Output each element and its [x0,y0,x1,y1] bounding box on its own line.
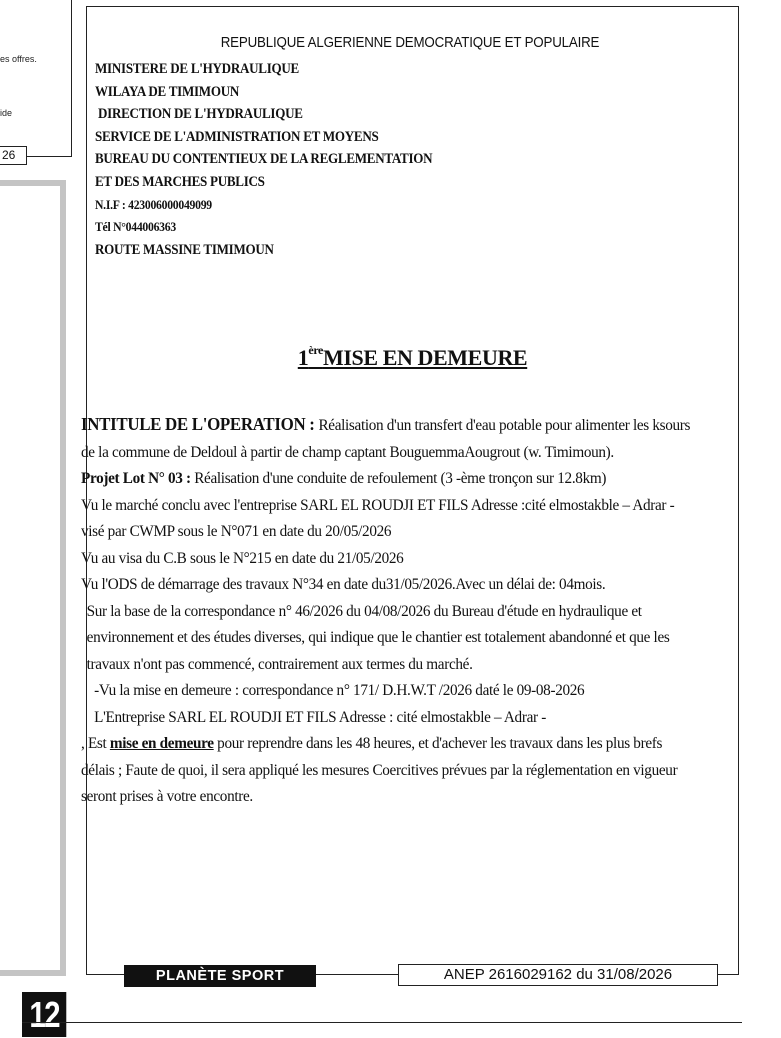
page-number: 12 [22,992,66,1037]
project-paragraph [81,465,692,492]
ods-paragraph: Vu l'ODS de démarrage des travaux N°34 en date du31/05/2026.Avec un délai de: 04mois. [81,575,606,593]
title-superscript: ère [308,343,323,357]
title-number: 1 [297,345,309,370]
visa-paragraph: Vu au visa du C.B sous le N°215 en date du 21/05/2026 [81,548,404,567]
header-line: WILAYA DE TIMIMOUN [95,83,240,100]
header-line: ET DES MARCHES PUBLICS [95,173,265,190]
demand-prefix: , Est [81,734,110,752]
header-line: BUREAU DU CONTENTIEUX DE LA REGLEMENTATION [95,151,433,168]
notice-body [81,411,692,810]
operation-text: Réalisation d'un transfert d'eau potable pour alimenter les ksours de la commune de Deldoul à partir de champ captant BouguemmaAougrout (w. Timimoun). [81,416,691,461]
legal-notice [81,6,739,975]
nif-line: N.I.F : 423006000049099 [95,196,212,212]
demand-text: pour reprendre dans les 48 heures, et d'achever les travaux dans les plus brefs délais ; Faute de quoi, il sera appliqué les mesures Coercitives prévues par la réglementation en vigueur seront prises à votre encontre. [81,734,678,805]
anep-reference: ANEP 2616029162 du 31/08/2026 [398,964,718,986]
previous-notice-text: es offres. [0,54,37,64]
page-bottom-rule [22,1022,742,1023]
previous-notice-fragment [0,0,72,157]
header-line: SERVICE DE L'ADMINISTRATION ET MOYENS [95,128,379,145]
previous-notice-text: ide [0,108,13,118]
notice-header [95,35,725,261]
operation-paragraph [81,411,692,465]
formal-notice-reference: -Vu la mise en demeure : correspondance n° 171/ D.H.W.T /2026 daté le 09-08-2026 [94,681,585,699]
header-line: DIRECTION DE L'HYDRAULIQUE [95,106,303,123]
notice-title [87,345,738,371]
contract-paragraph: Vu le marché conclu avec l'entreprise SARL EL ROUDJI ET FILS Adresse :cité elmostakble – Adrar - visé par CWMP sous le N°071 en date du 20/05/2026 [81,495,675,540]
phone-line: Tél N°044006363 [95,219,176,235]
correspondence-paragraph: Sur la base de la correspondance n° 46/2026 du 04/08/2026 du Bureau d'étude en hydraulique et environnement et des études diverses, qui indique que le chantier est totalement abandonné et que les travaux n'ont pas commencé, contrairement aux termes du marché. [86,601,670,673]
project-text: Réalisation d'une conduite de refoulement (3 -ème tronçon sur 12.8km) [194,469,607,487]
publication-label: PLANÈTE SPORT [124,965,316,987]
demand-paragraph [81,730,692,810]
project-label: Projet Lot N° 03 : [81,469,195,487]
formal-notice-emphasis: mise en demeure [109,734,214,752]
header-line: MINISTERE DE L'HYDRAULIQUE [95,61,300,77]
previous-notice-reference: 26 [0,146,27,165]
adjacent-ad-frame [0,180,66,976]
republic-heading: REPUBLIQUE ALGERIENNE DEMOCRATIQUE ET POPULAIRE [220,35,600,51]
title-text: MISE EN DEMEURE [322,345,528,370]
contractor-paragraph: L'Entreprise SARL EL ROUDJI ET FILS Adresse : cité elmostakble – Adrar - [94,707,546,726]
address-line: ROUTE MASSINE TIMIMOUN [95,241,274,258]
operation-label: INTITULE DE L'OPERATION : [81,414,319,434]
